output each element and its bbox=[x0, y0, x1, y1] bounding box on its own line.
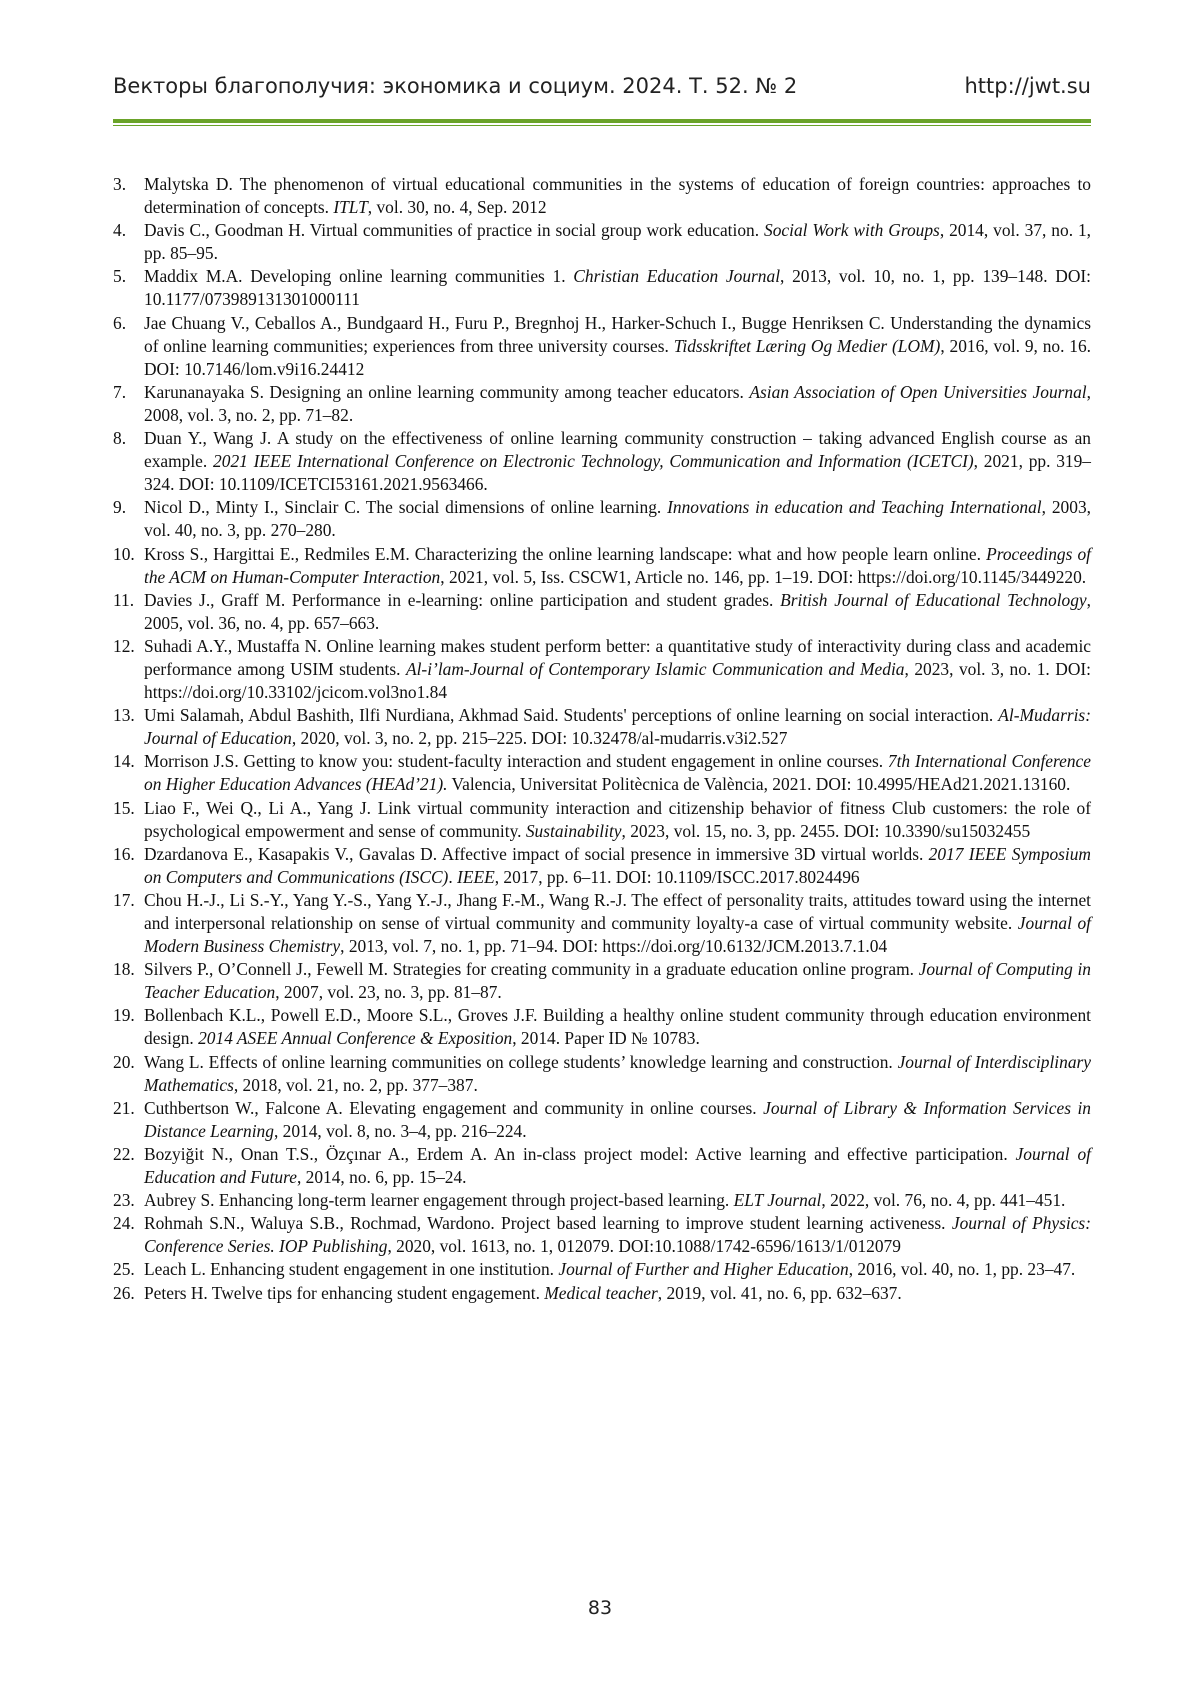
reference-text bbox=[144, 843, 1091, 889]
reference-source-title: Proceedings of the ACM on Human-Computer Interaction bbox=[144, 544, 1091, 587]
reference-text-run: Liao F., Wei Q., Li A., Yang J. Link virtual community interaction and citizenship behavior of fitness Club customers: the role of psychological empowerment and sense of community. bbox=[144, 798, 1091, 841]
reference-number: 22. bbox=[113, 1143, 144, 1189]
reference-number: 8. bbox=[113, 427, 144, 496]
reference-number: 7. bbox=[113, 381, 144, 427]
reference-text-run: , 2005, vol. 36, no. 4, pp. 657–663. bbox=[144, 590, 1091, 633]
reference-text-run: , 2020, vol. 3, no. 2, pp. 215–225. DOI: 10.32478/al-mudarris.v3i2.527 bbox=[292, 728, 788, 748]
reference-text-run: Wang L. Effects of online learning communities on college students’ knowledge learning and construction. bbox=[144, 1052, 898, 1072]
reference-text bbox=[144, 219, 1091, 265]
reference-text-run: , 2017, pp. 6–11. DOI: 10.1109/ISCC.2017.8024496 bbox=[495, 867, 860, 887]
reference-source-title: Al-i’lam-Journal of Contemporary Islamic Communication and Media bbox=[406, 659, 905, 679]
reference-text-run: , 2014, no. 6, pp. 15–24. bbox=[297, 1167, 467, 1187]
reference-number: 16. bbox=[113, 843, 144, 889]
reference-source-title: Christian Education Journal bbox=[573, 266, 780, 286]
reference-item bbox=[113, 704, 1091, 750]
reference-number: 19. bbox=[113, 1004, 144, 1050]
header-rule-thick bbox=[113, 119, 1091, 123]
reference-number: 9. bbox=[113, 496, 144, 542]
reference-item bbox=[113, 1212, 1091, 1258]
reference-text bbox=[144, 589, 1091, 635]
journal-page bbox=[0, 0, 1200, 1698]
reference-item bbox=[113, 543, 1091, 589]
reference-text bbox=[144, 1004, 1091, 1050]
reference-number: 20. bbox=[113, 1051, 144, 1097]
reference-item bbox=[113, 1189, 1091, 1212]
reference-text-run: , 2008, vol. 3, no. 2, pp. 71–82. bbox=[144, 382, 1091, 425]
reference-number: 18. bbox=[113, 958, 144, 1004]
reference-source-title: Medical teacher bbox=[544, 1283, 657, 1303]
reference-text-run: Duan Y., Wang J. A study on the effectiveness of online learning community construction – taking advanced English course as an example. bbox=[144, 428, 1091, 471]
reference-list bbox=[113, 173, 1091, 1305]
reference-text-run: Leach L. Enhancing student engagement in one institution. bbox=[144, 1259, 558, 1279]
reference-number: 12. bbox=[113, 635, 144, 704]
reference-source-title: British Journal of Educational Technology bbox=[780, 590, 1087, 610]
reference-text-run: Karunanayaka S. Designing an online learning community among teacher educators. bbox=[144, 382, 749, 402]
reference-source-title: Sustainability bbox=[526, 821, 622, 841]
reference-text bbox=[144, 635, 1091, 704]
reference-item bbox=[113, 427, 1091, 496]
reference-item bbox=[113, 1051, 1091, 1097]
reference-text bbox=[144, 1258, 1091, 1281]
reference-text bbox=[144, 173, 1091, 219]
reference-text-run: Umi Salamah, Abdul Bashith, Ilfi Nurdiana, Akhmad Said. Students' perceptions of online learning on social interaction. bbox=[144, 705, 998, 725]
reference-number: 23. bbox=[113, 1189, 144, 1212]
reference-text bbox=[144, 543, 1091, 589]
reference-source-title: Journal of Library & Information Services in Distance Learning bbox=[144, 1098, 1091, 1141]
running-header bbox=[113, 74, 1091, 98]
reference-source-title: Al-Mudarris: Journal of Education bbox=[144, 705, 1091, 748]
reference-text-run: Malytska D. The phenomenon of virtual educational communities in the systems of education of foreign countries: approaches to determination of concepts. bbox=[144, 174, 1091, 217]
reference-text bbox=[144, 704, 1091, 750]
reference-text-run: Peters H. Twelve tips for enhancing student engagement. bbox=[144, 1283, 544, 1303]
reference-text bbox=[144, 958, 1091, 1004]
reference-text bbox=[144, 427, 1091, 496]
reference-text bbox=[144, 1212, 1091, 1258]
reference-number: 3. bbox=[113, 173, 144, 219]
reference-text-run: Bozyiğit N., Onan T.S., Özçınar A., Erdem A. An in-class project model: Active learning and effective participation. bbox=[144, 1144, 1016, 1164]
reference-source-title: Journal of Computing in Teacher Education bbox=[144, 959, 1091, 1002]
reference-item bbox=[113, 589, 1091, 635]
reference-item bbox=[113, 381, 1091, 427]
reference-text-run: , 2007, vol. 23, no. 3, pp. 81–87. bbox=[275, 982, 502, 1002]
reference-number: 6. bbox=[113, 312, 144, 381]
journal-url[interactable]: http://jwt.su bbox=[964, 74, 1091, 98]
reference-item bbox=[113, 750, 1091, 796]
reference-source-title: Journal of Modern Business Chemistry bbox=[144, 913, 1091, 956]
reference-text bbox=[144, 312, 1091, 381]
reference-text-run: Chou H.-J., Li S.-Y., Yang Y.-S., Yang Y.-J., Jhang F.-M., Wang R.-J. The effect of personality traits, attitudes toward using the internet and interpersonal relationship on sense of virtual community and community loyalty-a case of virtual community website. bbox=[144, 890, 1091, 933]
reference-text-run: Cuthbertson W., Falcone A. Elevating engagement and community in online courses. bbox=[144, 1098, 763, 1118]
reference-text-run: Aubrey S. Enhancing long-term learner engagement through project-based learning. bbox=[144, 1190, 734, 1210]
reference-item bbox=[113, 1143, 1091, 1189]
reference-source-title: Innovations in education and Teaching International bbox=[667, 497, 1042, 517]
reference-item bbox=[113, 1258, 1091, 1281]
reference-text-run: , 2022, vol. 76, no. 4, pp. 441–451. bbox=[821, 1190, 1065, 1210]
reference-number: 25. bbox=[113, 1258, 144, 1281]
reference-text bbox=[144, 1097, 1091, 1143]
reference-source-title: 7th International Conference on Higher Education Advances (HEAd’21). bbox=[144, 751, 1091, 794]
reference-text-run: , 2019, vol. 41, no. 6, pp. 632–637. bbox=[658, 1283, 902, 1303]
reference-text-run: , 2016, vol. 9, no. 16. DOI: 10.7146/lom.v9i16.24412 bbox=[144, 336, 1091, 379]
journal-title: Векторы благополучия: экономика и социум. 2024. Т. 52. № 2 bbox=[113, 74, 797, 98]
reference-item bbox=[113, 797, 1091, 843]
reference-text-run: Davies J., Graff M. Performance in e-learning: online participation and student grades. bbox=[144, 590, 780, 610]
reference-text-run: , 2020, vol. 1613, no. 1, 012079. DOI:10.1088/1742-6596/1613/1/012079 bbox=[387, 1236, 901, 1256]
reference-number: 17. bbox=[113, 889, 144, 958]
reference-text-run: , vol. 30, no. 4, Sep. 2012 bbox=[368, 197, 547, 217]
reference-text-run: Jae Chuang V., Ceballos A., Bundgaard H., Furu P., Bregnhoj H., Harker-Schuch I., Bugge Henriksen C. Understanding the dynamics of online learning communities; experiences from three university courses. bbox=[144, 313, 1091, 356]
reference-text-run: Rohmah S.N., Waluya S.B., Rochmad, Wardono. Project based learning to improve student learning activeness. bbox=[144, 1213, 952, 1233]
reference-item bbox=[113, 635, 1091, 704]
reference-text bbox=[144, 889, 1091, 958]
reference-item bbox=[113, 1097, 1091, 1143]
reference-text-run: , 2014, vol. 37, no. 1, pp. 85–95. bbox=[144, 220, 1091, 263]
reference-item bbox=[113, 496, 1091, 542]
page-number: 83 bbox=[0, 1597, 1200, 1619]
reference-source-title: Asian Association of Open Universities Journal bbox=[749, 382, 1086, 402]
reference-source-title: ELT Journal bbox=[734, 1190, 822, 1210]
reference-item bbox=[113, 265, 1091, 311]
reference-item bbox=[113, 312, 1091, 381]
reference-text-run: Maddix M.A. Developing online learning communities 1. bbox=[144, 266, 573, 286]
reference-number: 24. bbox=[113, 1212, 144, 1258]
reference-source-title: 2021 IEEE International Conference on Electronic Technology, Communication and Information (ICETCI) bbox=[213, 451, 974, 471]
reference-item bbox=[113, 1004, 1091, 1050]
reference-text-run: Bollenbach K.L., Powell E.D., Moore S.L., Groves J.F. Building a healthy online student community through education environment design. bbox=[144, 1005, 1091, 1048]
reference-number: 13. bbox=[113, 704, 144, 750]
reference-text bbox=[144, 381, 1091, 427]
reference-text bbox=[144, 1189, 1091, 1212]
reference-text bbox=[144, 1051, 1091, 1097]
reference-source-title: Journal of Physics: Conference Series. IOP Publishing bbox=[144, 1213, 1091, 1256]
reference-item bbox=[113, 958, 1091, 1004]
reference-text bbox=[144, 496, 1091, 542]
reference-text-run: , 2014. Paper ID № 10783. bbox=[512, 1028, 700, 1048]
reference-text-run: , 2013, vol. 10, no. 1, pp. 139–148. DOI: 10.1177/073989131301000111 bbox=[144, 266, 1091, 309]
reference-source-title: IEEE bbox=[457, 867, 495, 887]
reference-source-title: Journal of Further and Higher Education bbox=[558, 1259, 848, 1279]
reference-text-run: , 2021, pp. 319–324. DOI: 10.1109/ICETCI53161.2021.9563466. bbox=[144, 451, 1091, 494]
reference-text bbox=[144, 1143, 1091, 1189]
reference-text-run: , 2016, vol. 40, no. 1, pp. 23–47. bbox=[849, 1259, 1076, 1279]
reference-item bbox=[113, 219, 1091, 265]
reference-source-title: Journal of Education and Future bbox=[144, 1144, 1091, 1187]
reference-text-run: , 2014, vol. 8, no. 3–4, pp. 216–224. bbox=[274, 1121, 527, 1141]
reference-number: 4. bbox=[113, 219, 144, 265]
reference-text-run: Valencia, Universitat Politècnica de València, 2021. DOI: 10.4995/HEAd21.2021.13160. bbox=[447, 774, 1070, 794]
reference-text-run: , 2003, vol. 40, no. 3, pp. 270–280. bbox=[144, 497, 1091, 540]
reference-text-run: . bbox=[448, 867, 457, 887]
reference-text-run: , 2023, vol. 15, no. 3, pp. 2455. DOI: 10.3390/su15032455 bbox=[622, 821, 1031, 841]
reference-text-run: , 2013, vol. 7, no. 1, pp. 71–94. DOI: https://doi.org/10.6132/JCM.2013.7.1.04 bbox=[340, 936, 887, 956]
reference-text-run: , 2023, vol. 3, no. 1. DOI: https://doi.org/10.33102/jcicom.vol3no1.84 bbox=[144, 659, 1091, 702]
reference-text-run: , 2018, vol. 21, no. 2, pp. 377–387. bbox=[234, 1075, 478, 1095]
reference-number: 26. bbox=[113, 1282, 144, 1305]
reference-text bbox=[144, 265, 1091, 311]
reference-source-title: Social Work with Groups bbox=[764, 220, 940, 240]
reference-item bbox=[113, 889, 1091, 958]
reference-text-run: , 2021, vol. 5, Iss. CSCW1, Article no. 146, pp. 1–19. DOI: https://doi.org/10.1145/3449220. bbox=[440, 567, 1086, 587]
reference-text-run: Nicol D., Minty I., Sinclair C. The social dimensions of online learning. bbox=[144, 497, 667, 517]
reference-number: 11. bbox=[113, 589, 144, 635]
reference-text-run: Davis C., Goodman H. Virtual communities of practice in social group work education. bbox=[144, 220, 764, 240]
reference-text-run: Kross S., Hargittai E., Redmiles E.M. Characterizing the online learning landscape: what and how people learn online. bbox=[144, 544, 986, 564]
reference-number: 14. bbox=[113, 750, 144, 796]
reference-text-run: Silvers P., O’Connell J., Fewell M. Strategies for creating community in a graduate education online program. bbox=[144, 959, 919, 979]
reference-item bbox=[113, 173, 1091, 219]
reference-number: 15. bbox=[113, 797, 144, 843]
header-rule-thin bbox=[113, 125, 1091, 126]
reference-source-title: ITLT bbox=[333, 197, 367, 217]
reference-source-title: Tidsskriftet Læring Og Medier (LOM) bbox=[674, 336, 941, 356]
reference-source-title: 2014 ASEE Annual Conference & Exposition bbox=[198, 1028, 512, 1048]
reference-number: 21. bbox=[113, 1097, 144, 1143]
reference-source-title: Journal of Interdisciplinary Mathematics bbox=[144, 1052, 1091, 1095]
reference-source-title: 2017 IEEE Symposium on Computers and Communications (ISCC) bbox=[144, 844, 1091, 887]
reference-text bbox=[144, 750, 1091, 796]
reference-text bbox=[144, 797, 1091, 843]
reference-number: 10. bbox=[113, 543, 144, 589]
reference-item bbox=[113, 843, 1091, 889]
reference-text bbox=[144, 1282, 1091, 1305]
reference-text-run: Morrison J.S. Getting to know you: student-faculty interaction and student engagement in online courses. bbox=[144, 751, 888, 771]
reference-text-run: Dzardanova E., Kasapakis V., Gavalas D. Affective impact of social presence in immersive 3D virtual worlds. bbox=[144, 844, 929, 864]
reference-number: 5. bbox=[113, 265, 144, 311]
reference-item bbox=[113, 1282, 1091, 1305]
reference-text-run: Suhadi A.Y., Mustaffa N. Online learning makes student perform better: a quantitative study of interactivity during class and academic performance among USIM students. bbox=[144, 636, 1091, 679]
